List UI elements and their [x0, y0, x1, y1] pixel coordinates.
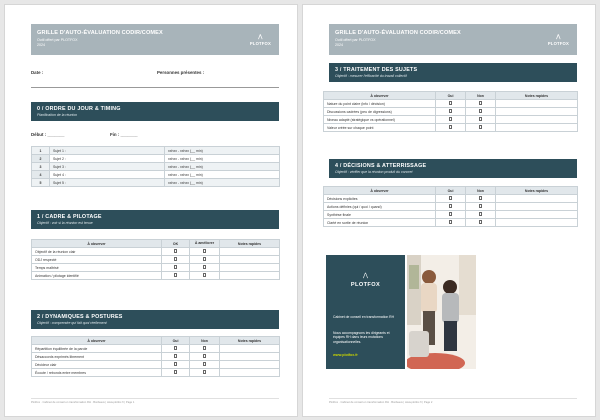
notes-cell[interactable]	[220, 264, 280, 272]
notes-cell[interactable]	[496, 203, 578, 211]
document-subtitle: Outil offert par PLOTFOX	[335, 38, 376, 42]
document-title: GRILLE D'AUTO-ÉVALUATION CODIR/COMEX	[37, 30, 163, 36]
notes-cell[interactable]	[220, 361, 280, 369]
team-photo-illustration	[407, 255, 476, 369]
criterion-cell: Valeur créée sur chaque point	[324, 124, 436, 132]
checkbox[interactable]	[449, 220, 452, 223]
start-time-field[interactable]: Début : _______	[31, 132, 65, 137]
column-header: Notes rapides	[496, 92, 578, 100]
criterion-cell: Temps maîtrisé	[32, 264, 162, 272]
checkbox[interactable]	[203, 273, 206, 276]
time-cell[interactable]: xxhxx - xxhxx (__ min)	[165, 155, 280, 163]
table-row	[32, 345, 280, 353]
table-row	[32, 264, 280, 272]
promo-description: Nous accompagnons les dirigeants et équipes RH dans leurs mutations organisationnelles.	[333, 331, 390, 344]
criterion-cell: Décisions explicites	[324, 195, 436, 203]
checkbox[interactable]	[174, 257, 177, 260]
column-header: À observer	[324, 187, 436, 195]
checkbox[interactable]	[203, 354, 206, 357]
criterion-cell: Discussions cadrées (peu de digressions)	[324, 108, 436, 116]
table-row	[32, 155, 280, 163]
brand-name: PLOTFOX	[547, 41, 569, 46]
checkbox[interactable]	[203, 265, 206, 268]
table-row	[324, 219, 578, 227]
column-header: À améliorer	[190, 240, 220, 248]
section-band-decisions	[329, 159, 577, 178]
notes-cell[interactable]	[220, 369, 280, 377]
checklist-table-dynamiques	[31, 336, 280, 377]
row-number: 5	[32, 179, 50, 187]
notes-cell[interactable]	[496, 124, 578, 132]
column-header: Notes rapides	[220, 240, 280, 248]
criterion-cell: Actions définies (qui / quoi / quand)	[324, 203, 436, 211]
table-row	[32, 369, 280, 377]
checkbox[interactable]	[174, 273, 177, 276]
table-row	[324, 203, 578, 211]
subject-cell[interactable]: Sujet 3 :	[50, 163, 165, 171]
checkbox[interactable]	[479, 220, 482, 223]
section-band-agenda	[31, 102, 279, 121]
checkbox[interactable]	[479, 101, 482, 104]
table-header-row	[324, 187, 578, 195]
fox-icon: ⋀	[556, 34, 561, 40]
table-row	[324, 195, 578, 203]
checkbox[interactable]	[479, 109, 482, 112]
table-header-row	[32, 337, 280, 345]
row-number: 3	[32, 163, 50, 171]
table-row	[32, 179, 280, 187]
time-cell[interactable]: xxhxx - xxhxx (__ min)	[165, 171, 280, 179]
checkbox[interactable]	[203, 362, 206, 365]
document-header	[329, 24, 577, 55]
criterion-cell: Désaccords exprimés librement	[32, 353, 162, 361]
row-number: 1	[32, 147, 50, 155]
section-subtitle: Objectif : vérifier que la réunion produit du concret	[335, 170, 413, 174]
criterion-cell: Répartition équilibrée de la parole	[32, 345, 162, 353]
section-title: 4 / DÉCISIONS & ATTERRISSAGE	[335, 163, 427, 169]
checkbox[interactable]	[203, 249, 206, 252]
criterion-cell: Écoute / rebonds entre membres	[32, 369, 162, 377]
checkbox[interactable]	[479, 204, 482, 207]
column-header: Non	[190, 337, 220, 345]
divider	[31, 87, 279, 88]
checklist-table-sujets	[323, 91, 578, 132]
row-number: 4	[32, 171, 50, 179]
checkbox[interactable]	[174, 249, 177, 252]
end-time-field[interactable]: Fin : _______	[110, 132, 138, 137]
table-row	[32, 248, 280, 256]
time-cell[interactable]: xxhxx - xxhxx (__ min)	[165, 179, 280, 187]
promo-website-link[interactable]: www.plotfox.fr	[333, 353, 358, 357]
notes-cell[interactable]	[220, 248, 280, 256]
column-header: Non	[466, 92, 496, 100]
page-2	[302, 4, 596, 417]
checkbox[interactable]	[203, 257, 206, 260]
people-label: Personnes présentes :	[157, 70, 205, 75]
checkbox[interactable]	[449, 204, 452, 207]
table-row	[324, 124, 578, 132]
checkbox[interactable]	[479, 125, 482, 128]
checklist-table-decisions	[323, 186, 578, 227]
table-row	[324, 116, 578, 124]
brand-name: PLOTFOX	[249, 41, 271, 46]
checkbox[interactable]	[449, 109, 452, 112]
section-band-dynamiques	[31, 310, 279, 329]
notes-cell[interactable]	[496, 195, 578, 203]
notes-cell[interactable]	[496, 219, 578, 227]
table-header-row	[32, 240, 280, 248]
checkbox[interactable]	[479, 212, 482, 215]
section-band-cadre	[31, 210, 279, 229]
section-title: 2 / DYNAMIQUES & POSTURES	[37, 314, 123, 320]
checkbox[interactable]	[174, 346, 177, 349]
document-subtitle: Outil offert par PLOTFOX	[37, 38, 78, 42]
page-footer: PlotFox · Cabinet de conseil en transformation RH · Bordeaux | www.plotfox.fr | Page 2	[329, 398, 577, 404]
criterion-cell: Clarté en sortie de réunion	[324, 219, 436, 227]
subject-cell[interactable]: Sujet 2 :	[50, 155, 165, 163]
column-header: À observer	[32, 240, 162, 248]
checkbox[interactable]	[174, 362, 177, 365]
criterion-cell: Synthèse finale	[324, 211, 436, 219]
table-row	[32, 256, 280, 264]
table-header-row	[324, 92, 578, 100]
column-header: À observer	[32, 337, 162, 345]
checkbox[interactable]	[449, 117, 452, 120]
fox-icon: ⋀	[258, 34, 263, 40]
notes-cell[interactable]	[496, 100, 578, 108]
column-header: Oui	[436, 187, 466, 195]
column-header: OK	[162, 240, 190, 248]
table-row	[32, 163, 280, 171]
table-row	[324, 100, 578, 108]
checkbox[interactable]	[449, 196, 452, 199]
column-header: Notes rapides	[220, 337, 280, 345]
checkbox[interactable]	[449, 101, 452, 104]
section-title: 0 / ORDRE DU JOUR & TIMING	[37, 106, 121, 112]
column-header: Oui	[162, 337, 190, 345]
checkbox[interactable]	[174, 265, 177, 268]
checkbox[interactable]	[203, 370, 206, 373]
notes-cell[interactable]	[220, 256, 280, 264]
checkbox[interactable]	[479, 117, 482, 120]
criterion-cell: ODJ respecté	[32, 256, 162, 264]
table-row	[32, 361, 280, 369]
section-band-sujets	[329, 63, 577, 82]
column-header: Notes rapides	[496, 187, 578, 195]
subject-cell[interactable]: Sujet 1 :	[50, 147, 165, 155]
notes-cell[interactable]	[220, 345, 280, 353]
criterion-cell: Nature du point claire (info / décision)	[324, 100, 436, 108]
criterion-cell: Objectif de la réunion clair	[32, 248, 162, 256]
column-header: À observer	[324, 92, 436, 100]
page-1	[4, 4, 298, 417]
notes-cell[interactable]	[496, 211, 578, 219]
notes-cell[interactable]	[496, 116, 578, 124]
column-header: Non	[466, 187, 496, 195]
section-title: 1 / CADRE & PILOTAGE	[37, 214, 102, 220]
checkbox[interactable]	[203, 346, 206, 349]
checkbox[interactable]	[449, 125, 452, 128]
checkbox[interactable]	[174, 370, 177, 373]
agenda-table	[31, 146, 280, 187]
time-cell[interactable]: xxhxx - xxhxx (__ min)	[165, 163, 280, 171]
table-row	[32, 171, 280, 179]
date-label: Date :	[31, 70, 44, 75]
table-row	[32, 353, 280, 361]
brand-logo	[250, 35, 271, 46]
notes-cell[interactable]	[496, 108, 578, 116]
time-cell[interactable]: xxhxx - xxhxx (__ min)	[165, 147, 280, 155]
document-year: 2024	[37, 43, 45, 47]
promo-tagline: Cabinet de conseil en transformation RH	[333, 315, 395, 319]
document-title: GRILLE D'AUTO-ÉVALUATION CODIR/COMEX	[335, 30, 461, 36]
criterion-cell: Niveau adapté (stratégique vs opérationnel)	[324, 116, 436, 124]
fox-icon: ⋀	[363, 273, 368, 279]
document-year: 2024	[335, 43, 343, 47]
page-footer: PlotFox · Cabinet de conseil en transformation RH · Bordeaux | www.plotfox.fr | Page 1	[31, 398, 279, 404]
table-row	[324, 211, 578, 219]
row-number: 2	[32, 155, 50, 163]
promo-brand: PLOTFOX	[350, 282, 381, 288]
subject-cell[interactable]: Sujet 5 :	[50, 179, 165, 187]
promo-panel	[326, 255, 405, 369]
notes-cell[interactable]	[220, 353, 280, 361]
criterion-cell: Décideur clair	[32, 361, 162, 369]
section-subtitle: Planification de la réunion	[37, 113, 78, 117]
section-subtitle: Objectif : voir si la réunion est tenue	[37, 221, 93, 225]
notes-cell[interactable]	[220, 272, 280, 280]
checkbox[interactable]	[174, 354, 177, 357]
checkbox[interactable]	[479, 196, 482, 199]
section-subtitle: Objectif : mesurer l'efficacité du travail collectif	[335, 74, 407, 78]
table-row	[32, 272, 280, 280]
table-row	[324, 108, 578, 116]
table-row	[32, 147, 280, 155]
subject-cell[interactable]: Sujet 4 :	[50, 171, 165, 179]
column-header: Oui	[436, 92, 466, 100]
section-title: 3 / TRAITEMENT DES SUJETS	[335, 67, 418, 73]
section-subtitle: Objectif : comprendre qui fait quoi réellement	[37, 321, 107, 325]
team-photo	[407, 255, 476, 369]
brand-logo	[548, 35, 569, 46]
checklist-table-cadre	[31, 239, 280, 280]
checkbox[interactable]	[449, 212, 452, 215]
criterion-cell: Animation / pilotage identifié	[32, 272, 162, 280]
document-header	[31, 24, 279, 55]
